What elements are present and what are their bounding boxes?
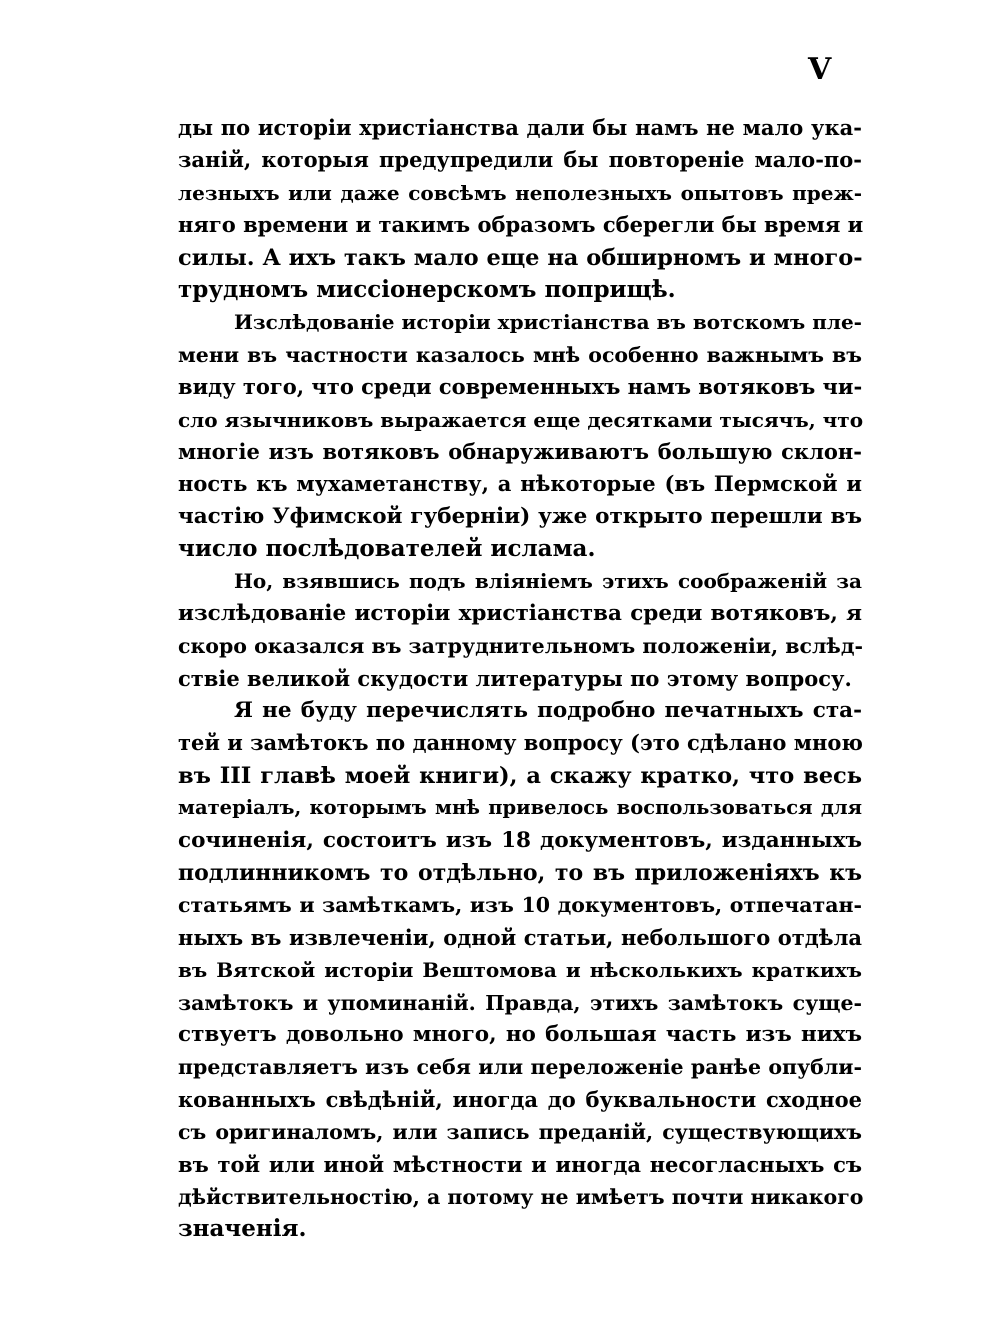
text-line: Но, взявшись подъ вліяніемъ этихъ соображеній за	[234, 569, 862, 594]
text-line: Я не буду перечислять подробно печатныхъ ста-	[234, 698, 862, 724]
text-line: ды по исторіи христіанства дали бы намъ не мало ука-	[178, 115, 862, 140]
paragraph	[178, 306, 862, 565]
text-line: тей и замѣтокъ по данному вопросу (это сдѣлано мною	[178, 730, 863, 756]
text-line: многіе изъ вотяковъ обнаруживаютъ большую склон-	[178, 438, 862, 464]
text-line: статьямъ и замѣткамъ, изъ 10 документовъ, отпечатан-	[178, 893, 862, 918]
text-line: въ Вятской исторіи Вештомова и нѣсколькихъ краткихъ	[178, 958, 862, 983]
text-line: ствіе великой скудости литературы по этому вопросу.	[178, 665, 852, 691]
text-line: число послѣдователей ислама.	[178, 535, 596, 563]
text-line: ствуетъ довольно много, но большая часть изъ нихъ	[178, 1021, 862, 1047]
text-line: замѣтокъ и упоминаній. Правда, этихъ замѣтокъ суще-	[178, 990, 862, 1015]
text-line: въ III главѣ моей книги), а скажу кратко, что весь	[178, 762, 862, 789]
text-line: трудномъ миссіонерскомъ поприщѣ.	[178, 275, 676, 303]
text-line: ныхъ въ извлеченіи, одной статьи, небольшого отдѣла	[178, 924, 862, 950]
page-number: V	[808, 52, 832, 87]
text-line: кованныхъ свѣдѣній, иногда до буквальности сходное	[178, 1086, 862, 1112]
text-line: изслѣдованіе исторіи христіанства среди вотяковъ, я	[178, 600, 862, 626]
text-line: няго времени и такимъ образомъ сберегли бы время и	[178, 212, 864, 238]
text-line: скоро оказался въ затруднительномъ положеніи, вслѣд-	[178, 634, 863, 659]
text-line: Изслѣдованіе исторіи христіанства въ вотскомъ пле-	[234, 310, 862, 335]
text-line: дѣйствительностію, а потому не имѣетъ почти никакого	[178, 1184, 864, 1209]
text-line: лезныхъ или даже совсѣмъ неполезныхъ опытовъ преж-	[178, 180, 862, 205]
text-line: представляетъ изъ себя или переложеніе ранѣе опубли-	[178, 1055, 862, 1080]
paragraph	[178, 565, 862, 695]
text-line: сло язычниковъ выражается еще десятками тысячъ, что	[178, 407, 864, 432]
text-line: съ оригиналомъ, или запись преданій, существующихъ	[178, 1120, 862, 1145]
text-line: мени въ частности казалось мнѣ особенно важнымъ въ	[178, 342, 862, 367]
text-line: значенія.	[178, 1215, 307, 1243]
text-line: заній, которыя предупредили бы повтореніе мало-по-	[178, 147, 862, 173]
text-line: виду того, что среди современныхъ намъ вотяковъ чи-	[178, 374, 863, 400]
paragraph	[178, 112, 862, 306]
text-line: сочиненія, состоитъ изъ 18 документовъ, изданныхъ	[178, 827, 862, 853]
text-line: въ той или иной мѣстности и иногда несогласныхъ съ	[178, 1151, 862, 1177]
text-line: частію Уфимской губерніи) уже открыто перешли въ	[178, 503, 862, 529]
text-line: ность къ мухаметанству, а нѣкоторые (въ Пермской и	[178, 471, 862, 497]
body-text	[178, 112, 862, 1246]
text-line: силы. А ихъ такъ мало еще на обширномъ и много-	[178, 244, 863, 271]
text-line: матеріалъ, которымъ мнѣ привелось воспользоваться для	[178, 796, 862, 820]
text-line: подлинникомъ то отдѣльно, то въ приложеніяхъ къ	[178, 859, 862, 886]
paragraph	[178, 695, 862, 1246]
